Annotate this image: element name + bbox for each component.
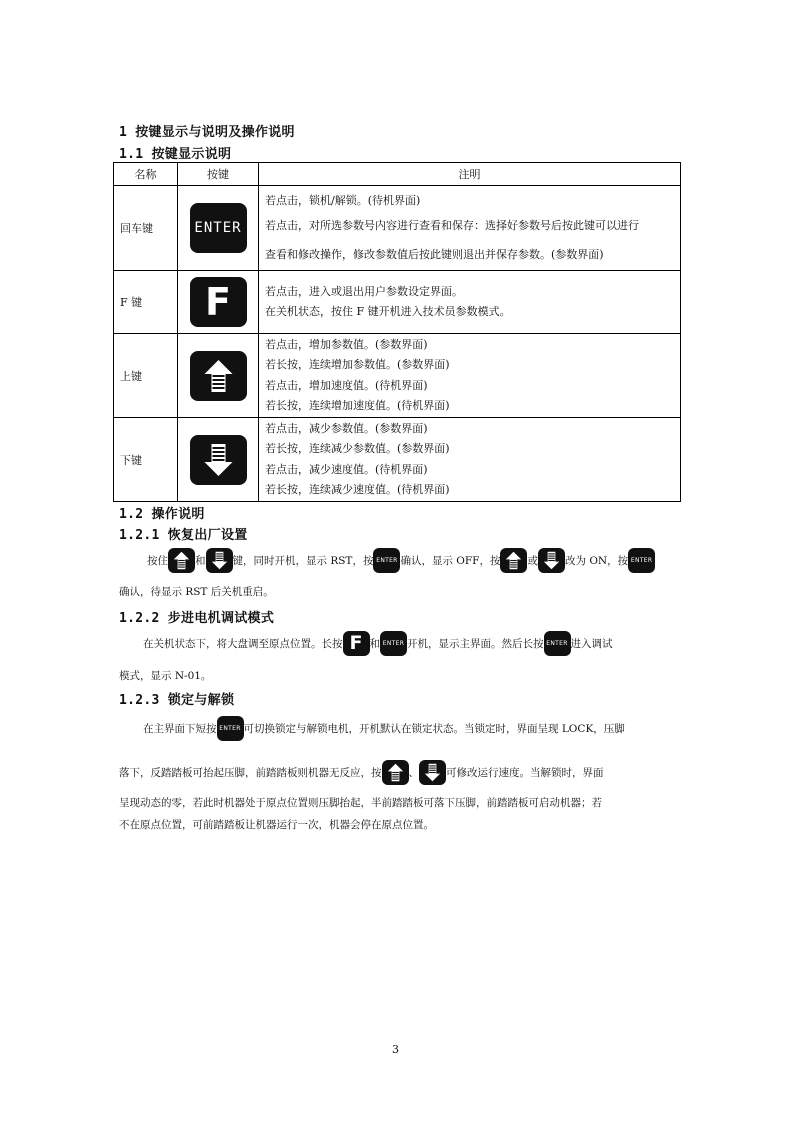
note-line: 若长按，连续增加速度值。(待机界面) bbox=[265, 399, 450, 412]
down-arrow-key-icon bbox=[538, 548, 565, 573]
subsection-title: 1.1 按键显示说明 bbox=[119, 147, 232, 162]
key-name: 上键 bbox=[114, 334, 178, 418]
para-line: 确认，待显示 RST 后关机重启。 bbox=[119, 586, 274, 598]
text: 按住 bbox=[147, 555, 168, 567]
enter-key-icon: ENTER bbox=[380, 631, 407, 656]
paragraph-stepper-debug bbox=[119, 631, 675, 686]
enter-key-icon: ENTER bbox=[628, 548, 655, 573]
key-cell bbox=[178, 418, 259, 502]
note-line: 若点击，锁机/解锁。(待机界面) bbox=[265, 193, 421, 207]
enter-key-icon: ENTER bbox=[217, 716, 244, 741]
text: 和 bbox=[195, 555, 206, 567]
note-line: 若长按，连续增加参数值。(参数界面) bbox=[265, 358, 450, 371]
table-row bbox=[114, 271, 681, 334]
down-arrow-key-icon bbox=[206, 548, 233, 573]
text: 和 bbox=[369, 638, 380, 650]
key-notes bbox=[259, 186, 681, 271]
key-name: 回车键 bbox=[114, 186, 178, 271]
text: 进入调试 bbox=[570, 638, 613, 650]
table-header: 注明 bbox=[259, 163, 681, 186]
note-line: 若点击，减少速度值。(待机界面) bbox=[265, 462, 428, 476]
subsubsection-title: 1.2.2 步进电机调试模式 bbox=[119, 611, 275, 626]
text: 确认，显示 OFF，按 bbox=[400, 555, 501, 567]
text: 、 bbox=[408, 767, 419, 779]
up-arrow-key-icon bbox=[500, 548, 527, 573]
para-line bbox=[143, 631, 613, 656]
key-name: 下键 bbox=[114, 418, 178, 502]
note-line: 在关机状态，按住 F 键开机进入技术员参数模式。 bbox=[265, 305, 511, 318]
note-line: 若点击，增加速度值。(待机界面) bbox=[265, 378, 428, 392]
note-line: 若点击，对所选参数号内容进行查看和保存：选择好参数号后按此键可以进行 bbox=[265, 219, 639, 233]
key-name: F 键 bbox=[114, 271, 178, 334]
table-row bbox=[114, 334, 681, 418]
enter-key-icon: ENTER bbox=[190, 203, 247, 253]
note-line: 若点击，减少参数值。(参数界面) bbox=[265, 421, 428, 435]
subsubsection-title: 1.2.3 锁定与解锁 bbox=[119, 693, 235, 708]
text: 在主界面下短按 bbox=[143, 723, 217, 735]
table-header: 名称 bbox=[114, 163, 178, 186]
key-cell bbox=[178, 186, 259, 271]
text: 开机，显示主界面。然后长按 bbox=[407, 638, 544, 650]
subsubsection-title: 1.2.1 恢复出厂设置 bbox=[119, 528, 248, 543]
key-notes bbox=[259, 334, 681, 418]
note-line: 若点击，增加参数值。(参数界面) bbox=[265, 337, 428, 351]
table-header-row bbox=[114, 163, 681, 186]
note-line: 若长按，连续减少参数值。(参数界面) bbox=[265, 442, 450, 455]
section-title: 1 按键显示与说明及操作说明 bbox=[119, 125, 295, 140]
para-line bbox=[143, 716, 625, 741]
text: 在关机状态下，将大盘调至原点位置。长按 bbox=[143, 638, 343, 650]
down-arrow-key-icon bbox=[419, 760, 446, 785]
para-line: 模式，显示 N-01。 bbox=[119, 670, 212, 682]
para-line bbox=[119, 760, 604, 785]
text: 落下，反踏踏板可抬起压脚，前踏踏板则机器无反应，按 bbox=[119, 767, 382, 779]
table-header: 按键 bbox=[178, 163, 259, 186]
text: 或 bbox=[527, 555, 538, 567]
para-line bbox=[147, 548, 655, 573]
up-arrow-key-icon bbox=[190, 351, 247, 401]
text: 键，同时开机，显示 RST，按 bbox=[232, 555, 374, 567]
enter-key-icon: ENTER bbox=[544, 631, 571, 656]
down-arrow-key-icon bbox=[190, 435, 247, 485]
subsection-title: 1.2 操作说明 bbox=[119, 507, 205, 522]
note-line: 查看和修改操作，修改参数值后按此键则退出并保存参数。(参数界面) bbox=[265, 247, 604, 261]
up-arrow-key-icon bbox=[382, 760, 409, 785]
enter-key-icon: ENTER bbox=[373, 548, 400, 573]
table-row bbox=[114, 186, 681, 271]
paragraph-restore bbox=[119, 548, 675, 608]
text: 可切换锁定与解锁电机，开机默认在锁定状态。当锁定时，界面呈现 LOCK，压脚 bbox=[243, 723, 625, 735]
para-line: 呈现动态的零，若此时机器处于原点位置则压脚抬起，半前踏踏板可落下压脚，前踏踏板可启动机器；若 bbox=[119, 797, 602, 809]
key-notes bbox=[259, 418, 681, 502]
f-key-icon: F bbox=[190, 277, 247, 327]
paragraph-lock-unlock bbox=[119, 716, 675, 836]
key-cell bbox=[178, 334, 259, 418]
key-cell bbox=[178, 271, 259, 334]
f-key-icon: F bbox=[343, 631, 370, 656]
key-notes bbox=[259, 271, 681, 334]
page-number: 3 bbox=[392, 1043, 399, 1056]
note-line: 若点击，进入或退出用户参数设定界面。 bbox=[265, 284, 463, 298]
text: 改为 ON，按 bbox=[564, 555, 629, 567]
up-arrow-key-icon bbox=[168, 548, 195, 573]
para-line: 不在原点位置，可前踏踏板让机器运行一次，机器会停在原点位置。 bbox=[119, 819, 434, 831]
key-table bbox=[113, 162, 681, 502]
table-row bbox=[114, 418, 681, 502]
note-line: 若长按，连续减少速度值。(待机界面) bbox=[265, 483, 450, 496]
text: 可修改运行速度。当解锁时，界面 bbox=[446, 767, 604, 779]
